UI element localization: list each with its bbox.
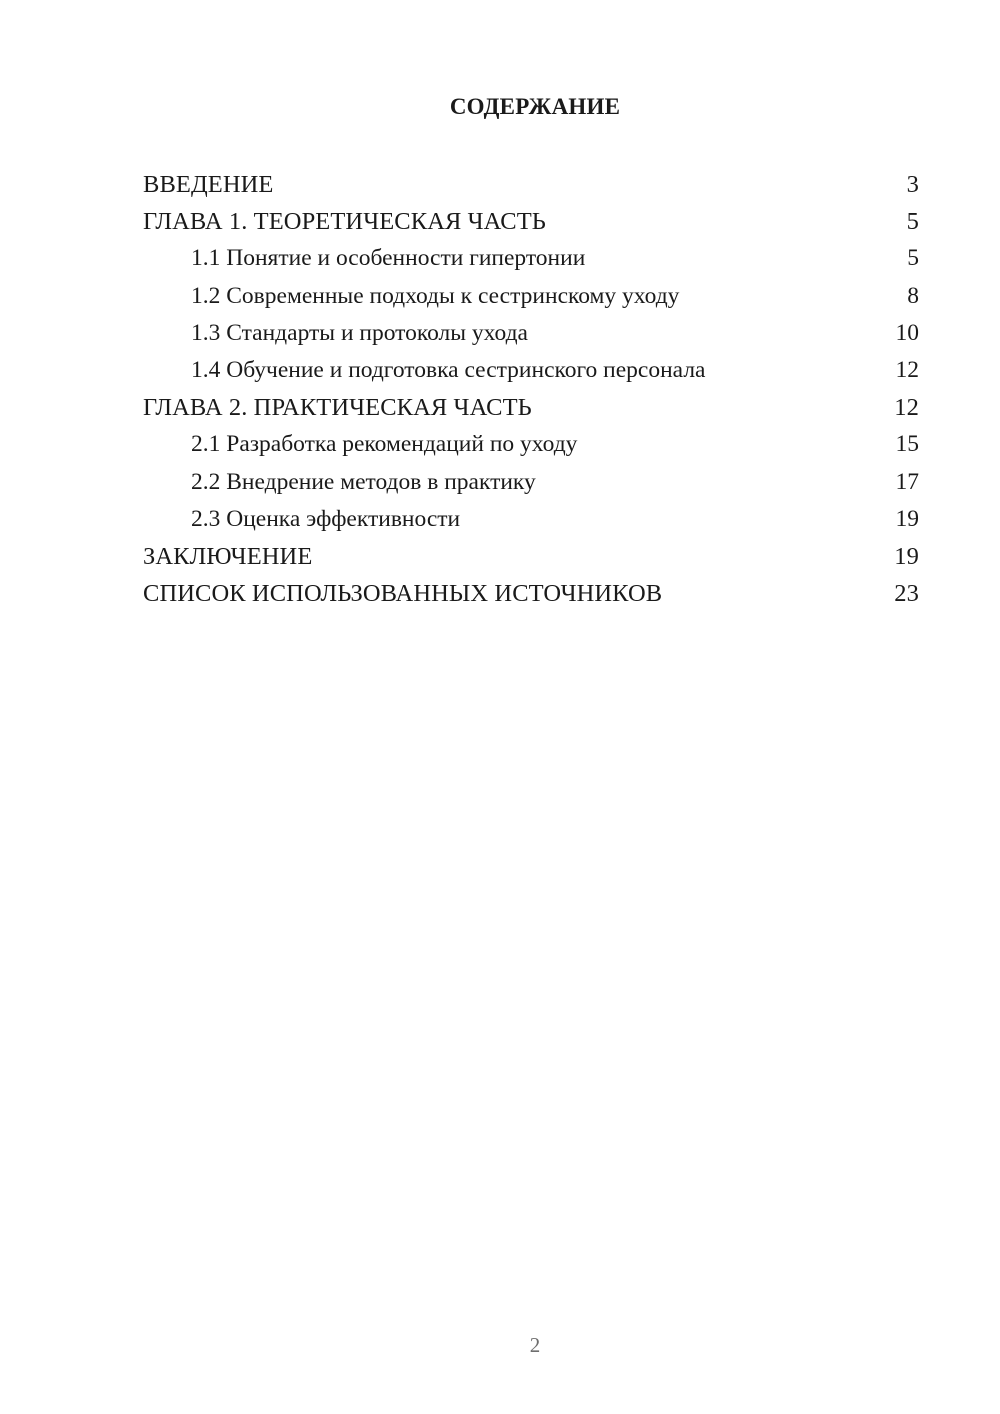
toc-entry (143, 166, 919, 203)
toc-entry-page: 19 (894, 542, 919, 570)
toc-entry-page: 3 (906, 171, 919, 198)
toc-entry (143, 389, 919, 426)
toc-entry-label: 2.3 Оценка эффективности (191, 505, 461, 532)
toc-entry-page: 12 (895, 356, 919, 383)
toc-entry (143, 203, 919, 240)
toc-entry-page: 17 (895, 468, 919, 495)
toc-entry-page: 23 (894, 580, 919, 608)
toc-entry (143, 278, 919, 315)
toc-entry-label: ГЛАВА 2. ПРАКТИЧЕСКАЯ ЧАСТЬ (143, 394, 532, 422)
toc-entry (143, 538, 919, 575)
toc-entry-label: 1.4 Обучение и подготовка сестринского персонала (191, 356, 706, 383)
toc-entry-page: 10 (895, 319, 919, 346)
toc-entry-label: ГЛАВА 1. ТЕОРЕТИЧЕСКАЯ ЧАСТЬ (143, 208, 546, 236)
toc-entry-page: 19 (895, 505, 919, 532)
toc-entry-page: 15 (895, 431, 919, 458)
toc-entry (143, 575, 919, 612)
toc-entry-label: 2.2 Внедрение методов в практику (191, 468, 536, 495)
toc-entry-label: 1.2 Современные подходы к сестринскому уходу (191, 282, 680, 309)
toc-entry (143, 426, 919, 463)
toc-entry-page: 5 (906, 208, 919, 236)
toc-entry-label: 2.1 Разработка рекомендаций по уходу (191, 431, 578, 458)
toc-entry (143, 240, 919, 277)
toc-entry-label: ВВЕДЕНИЕ (143, 171, 274, 198)
toc-entry-label: 1.3 Стандарты и протоколы ухода (191, 319, 528, 346)
toc-entry-label: ЗАКЛЮЧЕНИЕ (143, 542, 313, 570)
toc-entry-page: 5 (907, 245, 919, 272)
toc-entry-label: 1.1 Понятие и особенности гипертонии (191, 245, 586, 272)
toc-entry (143, 501, 919, 538)
toc-entry-label: СПИСОК ИСПОЛЬЗОВАННЫХ ИСТОЧНИКОВ (143, 580, 663, 608)
toc-entry-page: 8 (907, 282, 919, 309)
table-of-contents (143, 166, 919, 612)
toc-entry (143, 315, 919, 352)
toc-entry (143, 352, 919, 389)
toc-title: СОДЕРЖАНИЕ (449, 94, 621, 119)
toc-entry (143, 464, 919, 501)
toc-entry-page: 12 (894, 394, 919, 422)
page-number: 2 (529, 1333, 541, 1357)
